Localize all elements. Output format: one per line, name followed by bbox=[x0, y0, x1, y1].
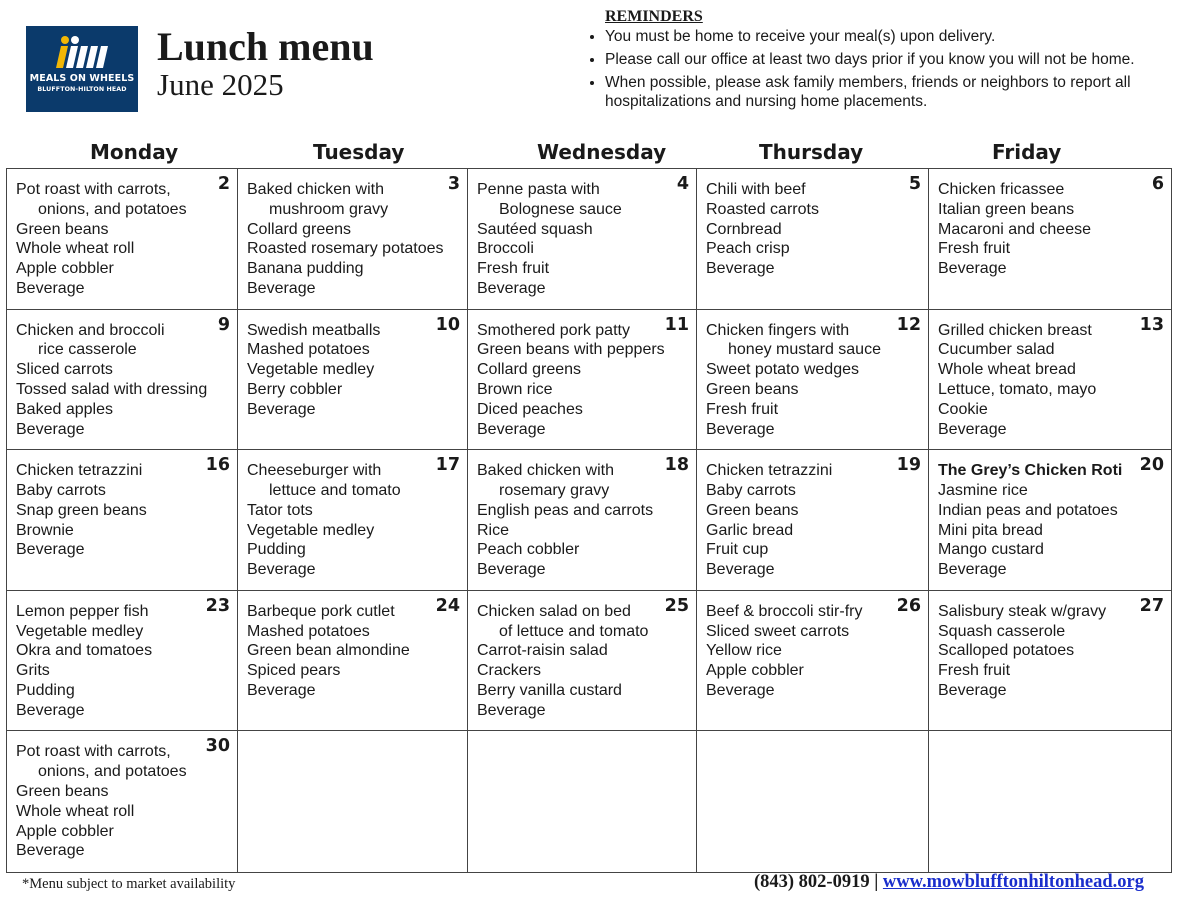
menu-item: Whole wheat roll bbox=[16, 802, 135, 820]
day-number: 2 bbox=[217, 174, 230, 194]
menu-item: of lettuce and tomato bbox=[499, 622, 649, 640]
menu-item: Baked apples bbox=[16, 400, 113, 418]
menu-item: Green bean almondine bbox=[247, 642, 410, 660]
menu-item: Jasmine rice bbox=[938, 481, 1028, 499]
day-number: 20 bbox=[1139, 455, 1164, 476]
phone-number: (843) 802-0919 bbox=[753, 872, 870, 892]
menu-item: Vegetable medley bbox=[247, 521, 375, 539]
menu-day-cell bbox=[7, 169, 238, 310]
menu-item: Pot roast with carrots, bbox=[16, 181, 171, 198]
menu-item: Banana pudding bbox=[247, 260, 364, 278]
menu-item: Beverage bbox=[938, 681, 1007, 699]
menu-item: Peach cobbler bbox=[477, 541, 580, 559]
menu-items-list bbox=[938, 461, 1163, 580]
menu-item: Broccoli bbox=[477, 240, 534, 258]
menu-item: Swedish meatballs bbox=[247, 321, 381, 339]
menu-item: Sweet potato wedges bbox=[706, 361, 859, 379]
menu-item: Fruit cup bbox=[706, 541, 769, 559]
menu-item: Fresh fruit bbox=[938, 662, 1011, 680]
menu-item: Beverage bbox=[247, 681, 316, 699]
menu-items-list bbox=[16, 180, 229, 299]
day-number: 12 bbox=[896, 314, 921, 335]
menu-day-cell bbox=[7, 450, 238, 591]
empty-day-cell bbox=[697, 731, 929, 872]
menu-item: Chicken salad on bed bbox=[477, 602, 631, 620]
menu-items-list bbox=[16, 742, 229, 861]
menu-day-cell bbox=[929, 450, 1171, 591]
menu-day-cell bbox=[7, 731, 238, 872]
day-number: 13 bbox=[1139, 314, 1164, 335]
menu-item: Beverage bbox=[938, 260, 1007, 278]
menu-item: Beverage bbox=[16, 541, 85, 559]
menu-items-list bbox=[477, 180, 688, 299]
menu-item: Beverage bbox=[477, 561, 546, 579]
menu-day-cell bbox=[7, 591, 238, 732]
menu-item: rice casserole bbox=[38, 341, 137, 359]
menu-item: Chicken tetrazzini bbox=[706, 462, 833, 480]
reminders-heading: REMINDERS bbox=[605, 8, 703, 25]
menu-item: Fresh fruit bbox=[477, 260, 550, 278]
menu-items-list bbox=[706, 602, 920, 701]
menu-item: Peach crisp bbox=[706, 240, 790, 258]
menu-item: Mashed potatoes bbox=[247, 341, 370, 359]
meals-on-wheels-emblem-icon bbox=[52, 34, 112, 70]
menu-items-list bbox=[247, 321, 459, 420]
day-number: 23 bbox=[205, 595, 230, 616]
menu-day-cell bbox=[929, 169, 1171, 310]
website-link[interactable]: www.mowblufftonhiltonhead.org bbox=[882, 872, 1144, 892]
menu-item: mushroom gravy bbox=[269, 200, 389, 218]
menu-item: Indian peas and potatoes bbox=[938, 501, 1118, 519]
menu-item: Berry cobbler bbox=[247, 380, 343, 398]
menu-item: Rice bbox=[477, 521, 510, 539]
menu-item: Baked chicken with bbox=[477, 462, 614, 480]
menu-items-list bbox=[16, 602, 229, 721]
menu-items-list bbox=[247, 461, 459, 580]
menu-item: Sliced carrots bbox=[16, 361, 113, 379]
menu-item: Lemon pepper fish bbox=[16, 602, 149, 620]
reminder-item: • You must be home to receive your meal(s) upon delivery. bbox=[605, 27, 1183, 46]
menu-item: Baked chicken with bbox=[247, 181, 384, 198]
menu-item: Salisbury steak w/gravy bbox=[938, 602, 1107, 620]
menu-item: Apple cobbler bbox=[16, 260, 114, 278]
menu-item: Sautéed squash bbox=[477, 220, 593, 238]
menu-item: Pudding bbox=[247, 541, 306, 559]
menu-item: Chili with beef bbox=[706, 181, 806, 198]
menu-item: Vegetable medley bbox=[16, 622, 144, 640]
menu-item: Green beans with peppers bbox=[477, 341, 665, 359]
menu-day-cell bbox=[468, 310, 697, 451]
menu-item: Carrot-raisin salad bbox=[477, 642, 608, 660]
menu-item: Sliced sweet carrots bbox=[706, 622, 850, 640]
menu-day-cell bbox=[238, 591, 468, 732]
menu-item: English peas and carrots bbox=[477, 501, 654, 519]
menu-item: Berry vanilla custard bbox=[477, 681, 622, 699]
menu-item: honey mustard sauce bbox=[728, 341, 881, 359]
menu-item: Cheeseburger with bbox=[247, 462, 382, 480]
reminder-item: • Please call our office at least two days prior if you know you will not be home. bbox=[605, 50, 1183, 69]
menu-item: Beverage bbox=[706, 561, 775, 579]
menu-item: Penne pasta with bbox=[477, 181, 600, 198]
menu-item: Italian green beans bbox=[938, 200, 1075, 218]
menu-item: Lettuce, tomato, mayo bbox=[938, 380, 1097, 398]
menu-item: Beverage bbox=[247, 400, 316, 418]
menu-item: Grilled chicken breast bbox=[938, 321, 1092, 339]
weekday-header-row bbox=[6, 140, 1172, 166]
menu-item: Apple cobbler bbox=[706, 662, 804, 680]
menu-items-list bbox=[706, 180, 920, 279]
day-number: 26 bbox=[896, 595, 921, 616]
menu-item: Beverage bbox=[16, 842, 85, 860]
menu-item: Beverage bbox=[477, 701, 546, 719]
menu-day-cell bbox=[238, 450, 468, 591]
menu-calendar-grid bbox=[6, 168, 1172, 873]
menu-item: rosemary gravy bbox=[499, 481, 610, 499]
menu-item: Beverage bbox=[477, 420, 546, 438]
empty-day-cell bbox=[238, 731, 468, 872]
menu-item: lettuce and tomato bbox=[269, 481, 401, 499]
menu-item: Smothered pork patty bbox=[477, 321, 630, 339]
menu-item: Collard greens bbox=[477, 361, 582, 379]
menu-day-cell bbox=[468, 450, 697, 591]
menu-items-list bbox=[247, 180, 459, 299]
menu-item: Chicken fingers with bbox=[706, 321, 850, 339]
menu-item: Mashed potatoes bbox=[247, 622, 370, 640]
menu-day-cell bbox=[468, 591, 697, 732]
menu-items-list bbox=[477, 602, 688, 721]
page-subtitle: June 2025 bbox=[157, 67, 284, 102]
menu-day-cell bbox=[468, 169, 697, 310]
menu-day-cell bbox=[238, 310, 468, 451]
day-number: 24 bbox=[435, 595, 460, 616]
menu-item: Bolognese sauce bbox=[499, 200, 622, 218]
menu-item: The Grey’s Chicken Roti bbox=[938, 462, 1123, 480]
menu-day-cell bbox=[929, 591, 1171, 732]
menu-day-cell bbox=[238, 169, 468, 310]
day-number: 3 bbox=[447, 174, 460, 194]
menu-day-cell bbox=[697, 310, 929, 451]
menu-items-list bbox=[16, 461, 229, 560]
menu-items-list bbox=[16, 321, 229, 440]
menu-item: Beverage bbox=[16, 420, 85, 438]
day-number: 16 bbox=[205, 455, 230, 476]
menu-item: Okra and tomatoes bbox=[16, 642, 153, 660]
day-header-tuesday: Tuesday bbox=[313, 140, 405, 164]
menu-item: Crackers bbox=[477, 662, 542, 680]
menu-item: Green beans bbox=[706, 380, 799, 398]
footer-separator: | bbox=[874, 872, 879, 892]
day-number: 27 bbox=[1139, 595, 1164, 616]
menu-item: Green beans bbox=[16, 220, 109, 238]
menu-item: Pot roast with carrots, bbox=[16, 743, 171, 761]
menu-item: Beverage bbox=[247, 561, 316, 579]
menu-items-list bbox=[706, 321, 920, 440]
menu-item: Beverage bbox=[16, 279, 85, 297]
reminder-item: • When possible, please ask family members, friends or neighbors to report all hospitalizations and nursing home placements. bbox=[605, 73, 1165, 111]
day-number: 10 bbox=[435, 314, 460, 335]
menu-day-cell bbox=[697, 169, 929, 310]
menu-item: Snap green beans bbox=[16, 501, 147, 519]
menu-item: Scalloped potatoes bbox=[938, 642, 1075, 660]
menu-item: Diced peaches bbox=[477, 400, 583, 418]
menu-item: Fresh fruit bbox=[706, 400, 779, 418]
menu-item: Roasted carrots bbox=[706, 200, 819, 218]
menu-item: Beverage bbox=[706, 420, 775, 438]
day-header-friday: Friday bbox=[992, 140, 1062, 164]
menu-item: Green beans bbox=[16, 782, 109, 800]
menu-items-list bbox=[477, 461, 688, 580]
menu-item: Baby carrots bbox=[706, 481, 796, 499]
menu-items-list bbox=[247, 602, 459, 701]
menu-day-cell bbox=[697, 450, 929, 591]
empty-day-cell bbox=[468, 731, 697, 872]
menu-item: Beverage bbox=[938, 561, 1007, 579]
menu-items-list bbox=[938, 602, 1163, 701]
day-number: 4 bbox=[676, 174, 689, 194]
menu-item: Mini pita bread bbox=[938, 521, 1043, 539]
menu-item: onions, and potatoes bbox=[38, 200, 187, 218]
menu-item: Cookie bbox=[938, 400, 988, 418]
menu-item: Cornbread bbox=[706, 220, 782, 238]
menu-items-list bbox=[477, 321, 688, 440]
menu-item: Brownie bbox=[16, 521, 74, 539]
menu-item: Squash casserole bbox=[938, 622, 1066, 640]
menu-item: Chicken tetrazzini bbox=[16, 462, 143, 480]
reminders-section bbox=[583, 7, 1183, 115]
day-number: 30 bbox=[205, 736, 230, 757]
reminders-list bbox=[583, 27, 1183, 111]
menu-item: Brown rice bbox=[477, 380, 553, 398]
menu-item: Beverage bbox=[706, 260, 775, 278]
day-header-thursday: Thursday bbox=[759, 140, 864, 164]
menu-day-cell bbox=[697, 591, 929, 732]
menu-item: Whole wheat roll bbox=[16, 240, 135, 258]
menu-item: Fresh fruit bbox=[938, 240, 1011, 258]
menu-item: Beverage bbox=[16, 701, 85, 719]
logo-line2: BLUFFTON-HILTON HEAD bbox=[37, 86, 127, 93]
menu-item: Garlic bread bbox=[706, 521, 794, 539]
menu-item: Roasted rosemary potatoes bbox=[247, 240, 444, 258]
menu-item: Apple cobbler bbox=[16, 822, 114, 840]
menu-item: Collard greens bbox=[247, 220, 352, 238]
menu-item: Beverage bbox=[477, 279, 546, 297]
menu-item: Pudding bbox=[16, 681, 75, 699]
menu-items-list bbox=[938, 180, 1163, 279]
day-number: 11 bbox=[664, 314, 689, 335]
day-number: 25 bbox=[664, 595, 689, 616]
menu-item: Cucumber salad bbox=[938, 341, 1055, 359]
menu-item: Spiced pears bbox=[247, 662, 341, 680]
page-title: Lunch menu bbox=[157, 24, 374, 69]
meals-on-wheels-logo bbox=[26, 26, 138, 112]
menu-item: Whole wheat bread bbox=[938, 361, 1076, 379]
menu-day-cell bbox=[7, 310, 238, 451]
menu-item: Beverage bbox=[706, 681, 775, 699]
day-number: 18 bbox=[664, 455, 689, 476]
menu-item: Barbeque pork cutlet bbox=[247, 602, 395, 620]
menu-item: Beef & broccoli stir-fry bbox=[706, 602, 863, 620]
menu-item: Yellow rice bbox=[706, 642, 782, 660]
footer-contact bbox=[754, 872, 1144, 893]
day-number: 5 bbox=[908, 174, 921, 194]
day-number: 9 bbox=[217, 314, 230, 335]
menu-item: Green beans bbox=[706, 501, 799, 519]
menu-item: Macaroni and cheese bbox=[938, 220, 1091, 238]
menu-item: Mango custard bbox=[938, 541, 1044, 559]
menu-item: Tator tots bbox=[247, 501, 313, 519]
menu-item: onions, and potatoes bbox=[38, 763, 187, 781]
day-number: 17 bbox=[435, 455, 460, 476]
menu-item: Chicken and broccoli bbox=[16, 321, 165, 339]
day-header-monday: Monday bbox=[90, 140, 179, 164]
menu-item: Beverage bbox=[938, 420, 1007, 438]
day-number: 19 bbox=[896, 455, 921, 476]
footer-note: *Menu subject to market availability bbox=[22, 876, 236, 892]
empty-day-cell bbox=[929, 731, 1171, 872]
menu-items-list bbox=[706, 461, 920, 580]
menu-items-list bbox=[938, 321, 1163, 440]
menu-item: Beverage bbox=[247, 279, 316, 297]
menu-item: Grits bbox=[16, 662, 50, 680]
logo-line1: MEALS ON WHEELS bbox=[29, 73, 135, 84]
menu-item: Baby carrots bbox=[16, 481, 106, 499]
menu-day-cell bbox=[929, 310, 1171, 451]
menu-item: Tossed salad with dressing bbox=[16, 380, 208, 398]
menu-item: Chicken fricassee bbox=[938, 181, 1065, 198]
day-header-wednesday: Wednesday bbox=[537, 140, 667, 164]
day-number: 6 bbox=[1151, 174, 1164, 194]
menu-item: Vegetable medley bbox=[247, 361, 375, 379]
